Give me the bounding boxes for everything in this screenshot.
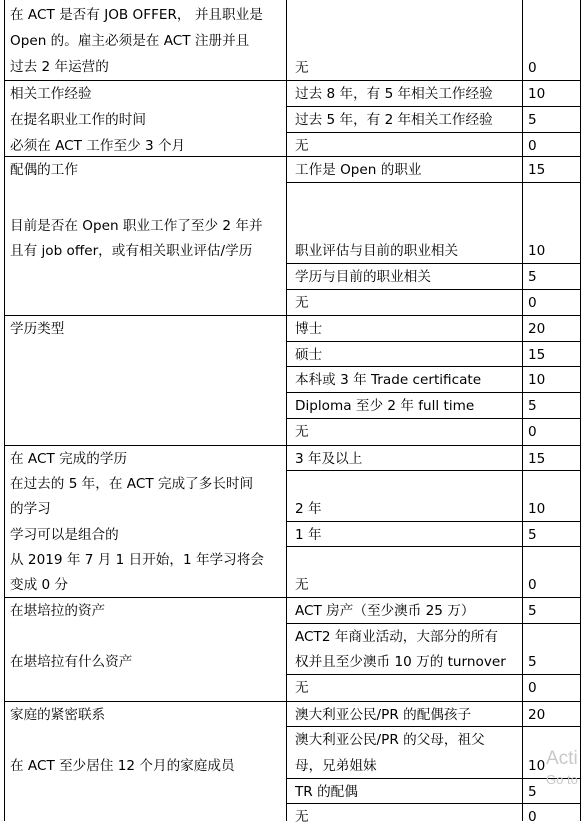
row-divider — [286, 726, 581, 727]
row-divider — [286, 546, 581, 547]
option-label: ACT2 年商业活动，大部分的所有 — [295, 629, 498, 645]
row-divider — [286, 674, 581, 675]
section-divider — [4, 701, 581, 702]
criteria-text: 配偶的工作 — [10, 162, 78, 178]
row-divider — [286, 263, 581, 264]
criteria-text: 相关工作经验 — [10, 86, 92, 102]
criteria-text: 目前是否在 Open 职业工作了至少 2 年并 — [10, 218, 263, 234]
row-divider — [286, 392, 581, 393]
option-points: 15 — [528, 347, 546, 363]
row-divider — [286, 341, 581, 342]
option-points: 10 — [528, 501, 546, 517]
criteria-text: 的学习 — [10, 501, 51, 517]
option-label: 无 — [295, 577, 309, 593]
table-border-right — [580, 0, 581, 821]
criteria-text: 在 ACT 至少居住 12 个月的家庭成员 — [10, 758, 235, 774]
option-points: 5 — [528, 603, 537, 619]
row-divider — [286, 366, 581, 367]
row-divider — [286, 803, 581, 804]
option-points: 10 — [528, 86, 546, 102]
option-points: 15 — [528, 451, 546, 467]
option-label: 硕士 — [295, 347, 323, 363]
option-label: 母，兄弟姐妹 — [295, 758, 377, 774]
points-table — [4, 0, 581, 825]
option-label: 无 — [295, 295, 309, 311]
option-points: 0 — [528, 138, 537, 154]
option-label: 工作是 Open 的职业 — [295, 162, 422, 178]
activation-watermark-title: Acti — [546, 748, 578, 769]
criteria-text: 在过去的 5 年，在 ACT 完成了多长时间 — [10, 476, 254, 492]
option-label: ACT 房产（至少澳币 25 万） — [295, 603, 475, 619]
option-label: 无 — [295, 138, 309, 154]
option-points: 10 — [528, 372, 546, 388]
row-divider — [286, 289, 581, 290]
option-points: 10 — [528, 758, 546, 774]
option-label: 过去 5 年，有 2 年相关工作经验 — [295, 112, 493, 128]
row-divider — [286, 132, 581, 133]
option-label: 无 — [295, 424, 309, 440]
criteria-text: 过去 2 年运营的 — [10, 59, 109, 75]
option-label: 澳大利亚公民/PR 的父母，祖父 — [295, 732, 485, 748]
criteria-text: 在堪培拉的资产 — [10, 603, 106, 619]
criteria-text: 必须在 ACT 工作至少 3 个月 — [10, 138, 186, 154]
column-divider — [522, 0, 523, 821]
section-divider — [4, 597, 581, 598]
criteria-text: 变成 0 分 — [10, 577, 69, 593]
option-points: 5 — [528, 654, 537, 670]
row-divider — [286, 106, 581, 107]
option-label: TR 的配偶 — [295, 784, 358, 800]
criteria-text: 在堪培拉有什么资产 — [10, 654, 133, 670]
row-divider — [286, 418, 581, 419]
criteria-text: 家庭的紧密联系 — [10, 707, 106, 723]
criteria-text: 且有 job offer，或有相关职业评估/学历 — [10, 243, 253, 259]
option-points: 0 — [528, 577, 537, 593]
option-points: 5 — [528, 112, 537, 128]
row-divider — [286, 470, 581, 471]
option-points: 0 — [528, 424, 537, 440]
option-label: Diploma 至少 2 年 full time — [295, 398, 475, 414]
option-points: 5 — [528, 269, 537, 285]
option-label: 1 年 — [295, 527, 322, 543]
criteria-text: 学历类型 — [10, 321, 65, 337]
table-border-left — [4, 0, 5, 821]
option-label: 无 — [295, 809, 309, 825]
option-points: 0 — [528, 60, 537, 76]
option-label: 博士 — [295, 321, 323, 337]
option-label: 无 — [295, 60, 309, 76]
section-divider — [4, 315, 581, 316]
row-divider — [286, 778, 581, 779]
criteria-text: 在提名职业工作的时间 — [10, 112, 146, 128]
criteria-text: 在 ACT 完成的学历 — [10, 451, 128, 467]
option-points: 0 — [528, 295, 537, 311]
criteria-text: 在 ACT 是否有 JOB OFFER， 并且职业是 — [10, 7, 263, 23]
option-label: 职业评估与目前的职业相关 — [295, 243, 459, 259]
criteria-text: 从 2019 年 7 月 1 日开始，1 年学习将会 — [10, 552, 264, 568]
option-label: 澳大利亚公民/PR 的配偶孩子 — [295, 707, 472, 723]
option-points: 5 — [528, 784, 537, 800]
row-divider — [286, 521, 581, 522]
option-label: 本科或 3 年 Trade certificate — [295, 372, 482, 388]
option-points: 15 — [528, 162, 546, 178]
option-label: 无 — [295, 680, 309, 696]
option-points: 10 — [528, 243, 546, 259]
option-points: 5 — [528, 527, 537, 543]
criteria-text: 学习可以是组合的 — [10, 527, 119, 543]
column-divider — [286, 0, 287, 821]
option-label: 学历与目前的职业相关 — [295, 269, 431, 285]
option-points: 5 — [528, 398, 537, 414]
option-label: 3 年及以上 — [295, 451, 363, 467]
section-divider — [4, 445, 581, 446]
option-points: 20 — [528, 707, 546, 723]
option-label: 权并且至少澳币 10 万的 turnover — [295, 654, 506, 670]
row-divider — [286, 623, 581, 624]
option-label: 2 年 — [295, 501, 322, 517]
option-label: 过去 8 年，有 5 年相关工作经验 — [295, 86, 493, 102]
section-divider — [4, 80, 581, 81]
row-divider — [286, 182, 581, 183]
option-points: 0 — [528, 809, 537, 825]
option-points: 20 — [528, 321, 546, 337]
activation-watermark-subtitle: Go to — [546, 772, 578, 787]
option-points: 0 — [528, 680, 537, 696]
criteria-text: Open 的。雇主必须是在 ACT 注册并且 — [10, 33, 250, 49]
section-divider — [4, 156, 581, 157]
